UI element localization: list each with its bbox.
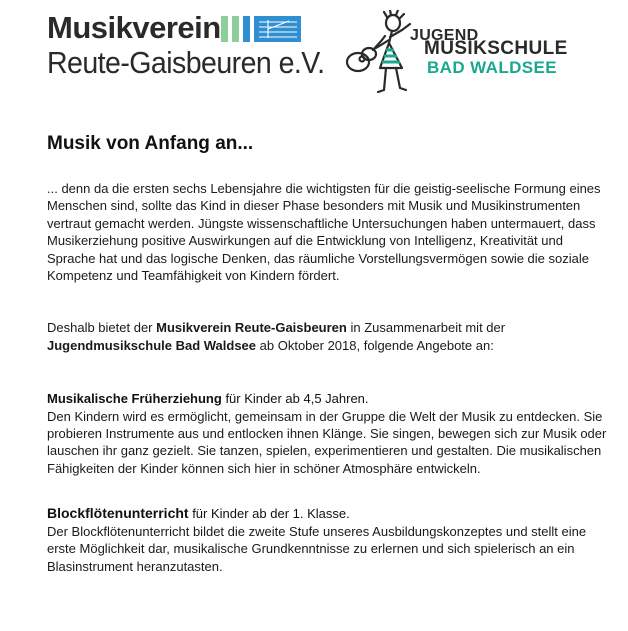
offer-org-jugendmusikschule: Jugendmusikschule Bad Waldsee [47, 337, 257, 353]
section-title: Musikalische Früherziehung [47, 391, 222, 407]
section-subtitle: für Kinder ab der 1. Klasse. [188, 506, 350, 522]
offer-text-1: Deshalb bietet der [47, 320, 157, 336]
document-body [47, 132, 607, 575]
offer-org-musikverein: Musikverein Reute-Gaisbeuren [156, 320, 347, 336]
jugendmusikschule-logo [340, 10, 620, 100]
intro-paragraph: ... denn da die ersten sechs Lebensjahre die wichtigsten für die geistig-seelische Formung eines Menschen sind, sollte das Kind in dieser Phase besonders mit Musik und Musikinstrumenten vertraut gemacht werden. Jüngste wissenschaftliche Untersuchungen haben untermauert, dass Musikerziehung positive Auswirkungen auf die Entwicklung von Intelligenz, Kreativität und Sprache hat und das logische Denken, das räumliche Vorstellungsvermögen sowie die soziale Kompetenz und Teamfähigkeit von Kindern fördert. [47, 181, 601, 284]
section-frueherziehung [47, 390, 607, 477]
musikverein-logo-place: Reute-Gaisbeuren e.V. [47, 45, 325, 80]
jms-logo-line1: JUGEND [410, 27, 479, 44]
section-title: Blockflötenunterricht [47, 505, 189, 522]
section-body: Der Blockflötenunterricht bildet die zweite Stufe unseres Ausbildungskonzeptes und stellt eine erste Möglichkeit dar, musikalische Grundkenntnisse zu erlernen und sich spielerisch an ein Blasinstrument heranzutasten. [47, 523, 587, 574]
jms-logo-line3: BAD WALDSEE [427, 58, 558, 77]
section-blockfloete [47, 505, 607, 575]
section-heading [47, 505, 607, 522]
jms-logo-line2: MUSIKSCHULE [424, 38, 568, 59]
musikverein-logo-name: Musikverein [47, 10, 221, 45]
page-title: Musik von Anfang an... [47, 133, 254, 154]
section-heading [47, 390, 607, 407]
section-body: Den Kindern wird es ermöglicht, gemeinsam in der Gruppe die Welt der Musik zu entdecken. Sie probieren Instrumente aus und entlocken ihnen Klänge. Sie singen, bewegen sich zur Musik oder lauschen ihr ganz gezielt. Sie tanzen, spielen, experimentieren und gestalten. Die musikalischen Fähigkeiten der Kinder können sich hier in schöner Atmosphäre entwickeln. [47, 408, 607, 476]
section-subtitle: für Kinder ab 4,5 Jahren. [221, 391, 369, 407]
child-with-guitar-icon [340, 10, 418, 100]
musikverein-logo-bars-icon [221, 16, 301, 42]
musikverein-logo [47, 10, 325, 84]
offer-paragraph [47, 319, 607, 354]
offer-text-2: in Zusammenarbeit mit der [346, 320, 506, 336]
offer-text-3: ab Oktober 2018, folgende Angebote an: [256, 337, 494, 353]
